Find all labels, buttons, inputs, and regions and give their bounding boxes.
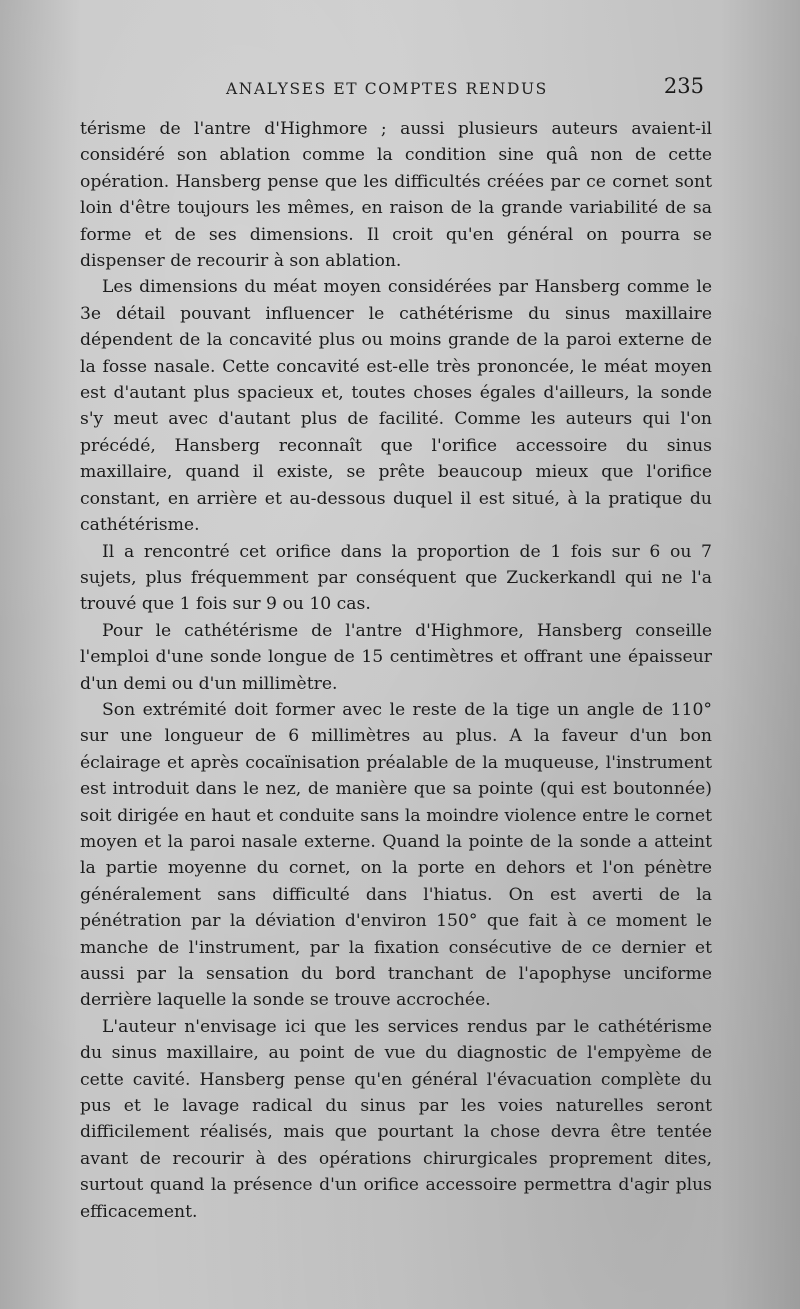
- body-text: [80, 116, 712, 1225]
- paragraph: Les dimensions du méat moyen considérées par Hansberg comme le 3e détail pouvant influencer le cathétérisme du sinus maxillaire dépendent de la concavité plus ou moins grande de la paroi externe de la fosse nasale. Cette concavité est-elle très prononcée, le méat moyen est d'autant plus spacieux et, toutes choses égales d'ailleurs, la sonde s'y meut avec d'autant plus de facilité. Comme les auteurs qui l'on précédé, Hansberg reconnaît que l'orifice accessoire du sinus maxillaire, quand il existe, se prête beaucoup mieux que l'orifice constant, en arrière et au-dessous duquel il est situé, à la pratique du cathétérisme.: [80, 277, 712, 536]
- running-title: ANALYSES ET COMPTES RENDUS: [226, 80, 548, 98]
- paragraph: L'auteur n'envisage ici que les services rendus par le cathétérisme du sinus maxillaire, au point de vue du diagnostic de l'empyème de cette cavité. Hansberg pense qu'en général l'évacuation complète du pus et le lavage radical du sinus par les voies naturelles seront difficilement réalisés, mais que pourtant la chose devra être tentée avant de recourir à des opérations chirurgicales proprement dites, surtout quand la présence d'un orifice accessoire permettra d'agir plus efficacement.: [80, 1016, 712, 1222]
- running-head: [80, 76, 712, 110]
- paragraph: Il a rencontré cet orifice dans la proportion de 1 fois sur 6 ou 7 sujets, plus fréquemment par conséquent que Zuckerkandl qui ne l'a trouvé que 1 fois sur 9 ou 10 cas.: [80, 541, 712, 615]
- paragraph: Pour le cathétérisme de l'antre d'Highmore, Hansberg conseille l'emploi d'une sonde longue de 15 centimètres et offrant une épaisseur d'un demi ou d'un millimètre.: [80, 620, 712, 694]
- paragraph: Son extrémité doit former avec le reste de la tige un angle de 110° sur une longueur de 6 millimètres au plus. A la faveur d'un bon éclairage et après cocaïnisation préalable de la muqueuse, l'instrument est introduit dans le nez, de manière que sa pointe (qui est boutonnée) soit dirigée en haut et conduite sans la moindre violence entre le cornet moyen et la paroi nasale externe. Quand la pointe de la sonde a atteint la partie moyenne du cornet, on la porte en dehors et l'on pénètre généralement sans difficulté dans l'hiatus. On est averti de la pénétration par la déviation d'environ 150° que fait à ce moment le manche de l'instrument, par la fixation consécutive de ce dernier et aussi par la sensation du bord tranchant de l'apophyse unciforme derrière laquelle la sonde se trouve accrochée.: [80, 699, 712, 1011]
- paragraph-continued: térisme de l'antre d'Highmore ; aussi plusieurs auteurs avaient-il considéré son ablation comme la condition sine quâ non de cette opération. Hansberg pense que les difficultés créées par ce cornet sont loin d'être toujours les mêmes, en raison de la grande variabilité de sa forme et de ses dimensions. Il croit qu'en général on pourra se dispenser de recourir à son ablation.: [80, 119, 712, 272]
- page-number: 235: [663, 74, 704, 98]
